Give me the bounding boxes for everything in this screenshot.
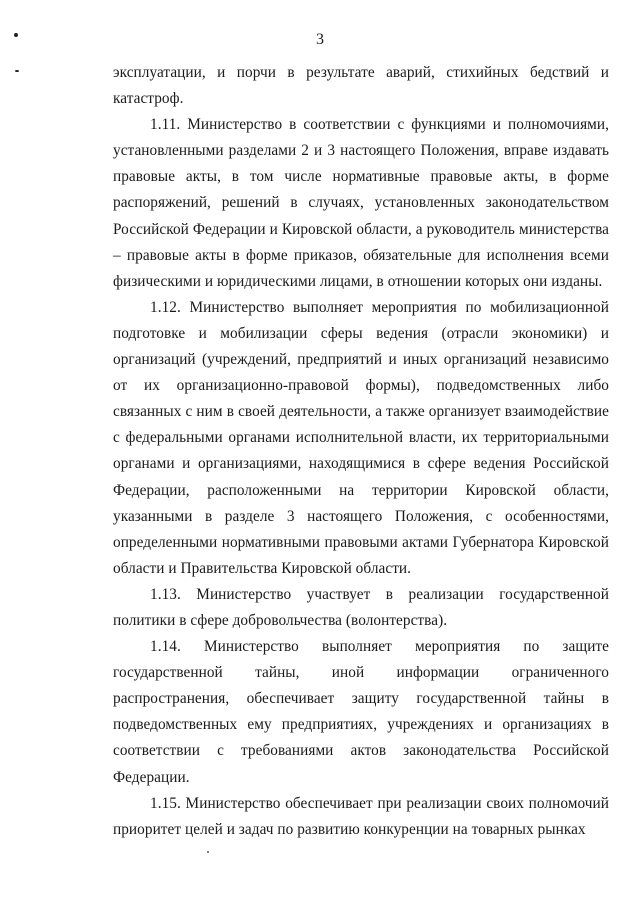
document-body <box>113 60 609 843</box>
paragraph-1-13: 1.13. Министерство участвует в реализации государственной политики в сфере добровольчества (волонтерства). <box>113 585 609 629</box>
paragraph-1-10-continuation: эксплуатации, и порчи в результате аварий, стихийных бедствий и катастроф. <box>113 64 609 108</box>
paragraph-1-14: 1.14. Министерство выполняет мероприятия по защите государственной тайны, иной информации ограниченного распространения, обеспечивает защиту государственной тайны в подведомственных ему предприятиях, учреждениях и организациях в соответствии с требованиями актов законодательства Российской Федерации. <box>113 638 609 786</box>
page-number: 3 <box>316 31 324 48</box>
paragraph-1-15: 1.15. Министерство обеспечивает при реализации своих полномочий приоритет целей и задач по развитию конкуренции на товарных рынках <box>113 794 609 838</box>
scan-speck <box>207 851 209 853</box>
paragraph-1-11: 1.11. Министерство в соответствии с функциями и полномочиями, установленными разделами 2 и 3 настоящего Положения, вправе издавать правовые акты, в том числе нормативные правовые акты, в форме распоряжений, решений в случаях, установленных законодательством Российской Федерации и Кировской области, а руководитель министерства – правовые акты в форме приказов, обязательные для исполнения всеми физическими и юридическими лицами, в отношении которых они изданы. <box>113 116 609 290</box>
scan-speck <box>15 70 19 72</box>
paragraph-1-12: 1.12. Министерство выполняет мероприятия по мобилизационной подготовке и мобилизации сферы ведения (отрасли экономики) и организаций (учреждений, предприятий и иных организаций независимо от их организационно-правовой формы), подведомственных либо связанных с ним в своей деятельности, а также организует взаимодействие с федеральными органами исполнительной власти, их территориальными органами и организациями, находящимися в сфере ведения Российской Федерации, расположенными на территории Кировской области, указанными в разделе 3 настоящего Положения, с особенностями, определенными нормативными правовыми актами Губернатора Кировской области и Правительства Кировской области. <box>113 298 609 577</box>
